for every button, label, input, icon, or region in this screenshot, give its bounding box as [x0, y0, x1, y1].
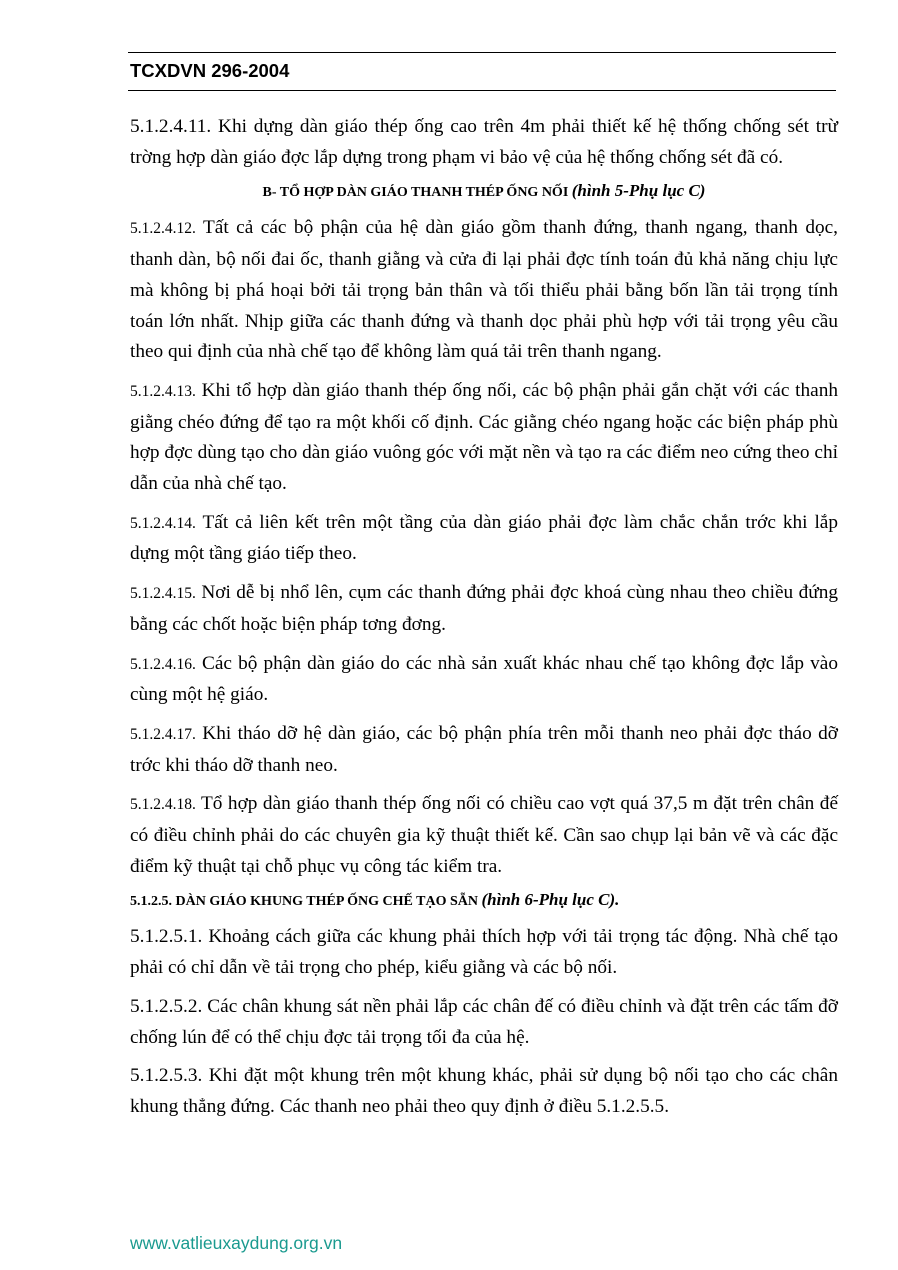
clause-5-1-2-4-17 — [130, 719, 838, 781]
section-heading-b — [130, 181, 838, 203]
website-link[interactable]: www.vatlieuxaydung.org.vn — [130, 1233, 343, 1253]
heading-text: 5.1.2.5. DÀN GIÁO KHUNG THÉP ỐNG CHẾ TẠO SẴN — [130, 894, 482, 910]
document-body — [130, 112, 838, 1131]
clause-text: Các bộ phận dàn giáo do các nhà sản xuất khác nhau chế tạo không đợc lắp vào cùng một hệ giáo. — [130, 652, 838, 706]
clause-5-1-2-4-12 — [130, 213, 838, 368]
clause-number: 5.1.2.4.14. — [130, 514, 196, 532]
clause-5-1-2-4-18 — [130, 789, 838, 882]
clause-5-1-2-4-13 — [130, 376, 838, 500]
clause-number: 5.1.2.5.2. — [130, 995, 203, 1017]
clause-5-1-2-5-2 — [130, 992, 838, 1053]
heading-reference: (hình 6-Phụ lục C). — [481, 890, 620, 910]
clause-number: 5.1.2.5.1. — [130, 926, 203, 948]
clause-5-1-2-5-3 — [130, 1061, 838, 1122]
heading-text: B- TỔ HỢP DÀN GIÁO THANH THÉP ỐNG NỐI — [262, 185, 572, 201]
clause-number: 5.1.2.4.16. — [130, 655, 196, 673]
clause-5-1-2-4-14 — [130, 508, 838, 570]
clause-number: 5.1.2.4.11. — [130, 116, 212, 137]
clause-text: Khi dựng dàn giáo thép ống cao trên 4m phải thiết kế hệ thống chống sét trừ trờng hợp dàn giáo đợc lắp dựng trong phạm vi bảo vệ của hệ thống chống sét đã có. — [130, 116, 838, 168]
clause-text: Các chân khung sát nền phải lắp các chân đế có điều chỉnh và đặt trên các tấm đỡ chống lún để có thể chịu đợc tải trọng tối đa của hệ. — [130, 995, 838, 1048]
clause-5-1-2-4-15 — [130, 578, 838, 640]
clause-number: 5.1.2.4.17. — [130, 725, 196, 743]
section-heading-5-1-2-5 — [130, 890, 838, 912]
clause-number: 5.1.2.4.13. — [130, 382, 196, 400]
clause-number: 5.1.2.4.18. — [130, 796, 196, 814]
clause-number: 5.1.2.4.15. — [130, 585, 196, 603]
header-bottom-rule — [128, 90, 836, 91]
header-top-rule — [128, 52, 836, 53]
clause-text: Tổ hợp dàn giáo thanh thép ống nối có chiều cao vợt quá 37,5 m đặt trên chân đế có điều chỉnh phải do các chuyên gia kỹ thuật thiết kế. Cần sao chụp lại bản vẽ và các đặc điểm kỹ thuật tại chỗ phục vụ công tác kiểm tra. — [130, 793, 838, 877]
standard-code: TCXDVN 296-2004 — [130, 60, 290, 81]
clause-5-1-2-5-1 — [130, 922, 838, 983]
clause-5-1-2-4-16 — [130, 649, 838, 711]
clause-text: Khi tổ hợp dàn giáo thanh thép ống nối, các bộ phận phải gắn chặt với các thanh giằng chéo đứng để tạo ra một khối cố định. Các giằng chéo ngang hoặc các biện pháp phù hợp đợc dùng tạo cho dàn giáo vuông góc với mặt nền và tạo ra các điểm neo cứng theo chỉ dẫn của nhà chế tạo. — [130, 379, 838, 495]
clause-text: Nơi dễ bị nhổ lên, cụm các thanh đứng phải đợc khoá cùng nhau theo chiều đứng bằng các chốt hoặc biện pháp tơng đơng. — [130, 582, 838, 635]
clause-number: 5.1.2.5.3. — [130, 1065, 203, 1087]
clause-text: Khi đặt một khung trên một khung khác, phải sử dụng bộ nối tạo cho các chân khung thẳng đứng. Các thanh neo phải theo quy định ở điều 5.1.2.5.5. — [130, 1065, 838, 1117]
clause-text: Tất cả liên kết trên một tầng của dàn giáo phải đợc làm chắc chắn trớc khi lắp dựng một tầng giáo tiếp theo. — [130, 511, 838, 565]
clause-number: 5.1.2.4.12. — [130, 220, 196, 238]
clause-text: Tất cả các bộ phận của hệ dàn giáo gồm thanh đứng, thanh ngang, thanh dọc, thanh dàn, bộ nối đai ốc, thanh giằng và cửa đi lại phải đợc tính toán đủ khả năng chịu lực mà không bị phá hoại bởi tải trọng bản thân và tối thiểu phải bằng bốn lần tải trọng tính toán lớn nhất. Nhịp giữa các thanh đứng và thanh dọc phải phù hợp với tải trọng yêu cầu theo qui định của nhà chế tạo để không làm quá tải trên thanh ngang. — [130, 217, 838, 363]
clause-text: Khoảng cách giữa các khung phải thích hợp với tải trọng tác động. Nhà chế tạo phải có chỉ dẫn về tải trọng cho phép, kiểu giằng và các bộ nối. — [130, 926, 838, 979]
clause-5-1-2-4-11 — [130, 112, 838, 173]
clause-text: Khi tháo dỡ hệ dàn giáo, các bộ phận phía trên mỗi thanh neo phải đợc tháo dỡ trớc khi tháo dỡ thanh neo. — [130, 722, 838, 776]
heading-reference: (hình 5-Phụ lục C) — [571, 181, 706, 201]
